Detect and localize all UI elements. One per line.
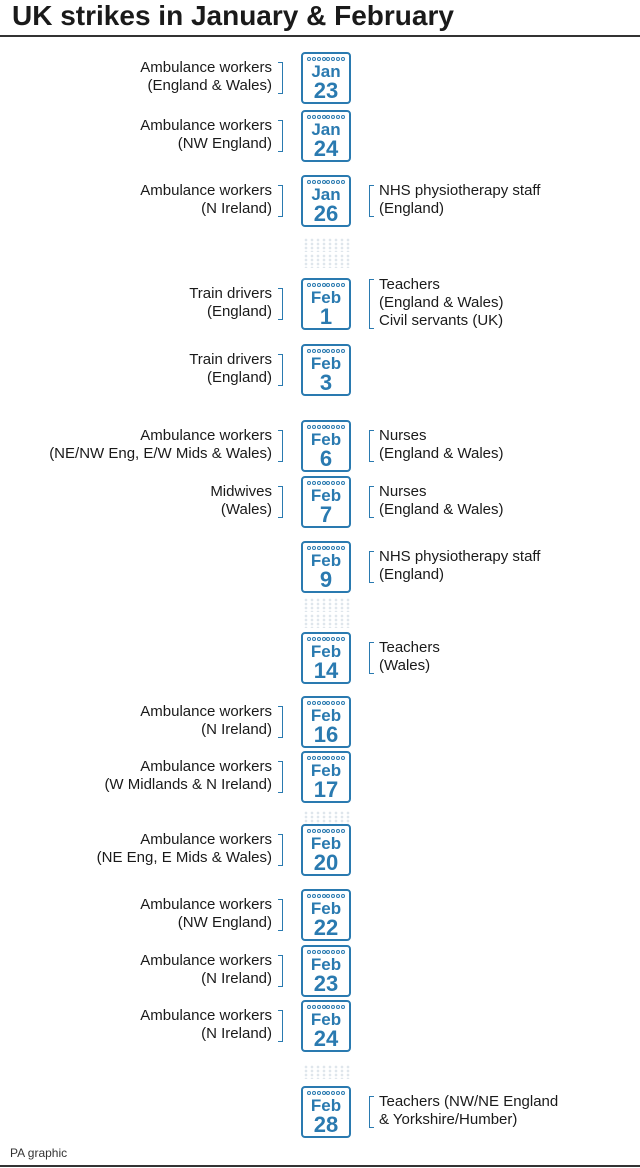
calendar-icon	[301, 420, 351, 472]
label-bracket	[369, 551, 374, 583]
calendar-icon	[301, 476, 351, 528]
label-bracket	[369, 279, 374, 329]
strike-label-line: Nurses	[379, 427, 427, 444]
label-bracket	[369, 430, 374, 462]
calendar-month: Feb	[310, 642, 342, 661]
calendar-placeholder	[303, 614, 351, 628]
strike-label-line: Ambulance workers	[140, 117, 272, 134]
calendar-day: 22	[313, 915, 339, 940]
strike-label-left	[140, 703, 272, 739]
calendar-day: 24	[313, 1026, 339, 1051]
strike-label-left	[140, 59, 272, 95]
label-bracket	[278, 955, 283, 987]
strike-label-left	[97, 831, 272, 867]
strike-label-left	[210, 483, 272, 519]
calendar-month: Feb	[310, 1096, 342, 1115]
strike-label-line: (England)	[206, 369, 272, 386]
strike-label-right	[379, 639, 440, 675]
strike-label-left	[140, 117, 272, 153]
calendar-day: 23	[313, 78, 339, 103]
calendar-month: Jan	[311, 62, 341, 81]
label-bracket	[278, 761, 283, 793]
page-title: UK strikes in January & February	[12, 0, 454, 31]
calendar-month: Feb	[310, 486, 342, 505]
calendar-icon	[301, 632, 351, 684]
strike-label-line: (England)	[379, 566, 445, 583]
strike-label-line: Teachers (NW/NE England	[379, 1093, 559, 1110]
calendar-placeholder	[303, 598, 351, 612]
strike-label-right	[379, 276, 504, 330]
strike-label-left	[104, 758, 272, 794]
strike-label-line: Ambulance workers	[140, 952, 272, 969]
calendar-month: Feb	[310, 430, 342, 449]
label-bracket	[278, 430, 283, 462]
strike-label-line: (NE/NW Eng, E/W Mids & Wales)	[49, 445, 272, 462]
label-bracket	[278, 120, 283, 152]
calendar-icon	[301, 541, 351, 593]
calendar-month: Feb	[310, 899, 342, 918]
calendar-day: 7	[319, 502, 333, 527]
strike-label-line: Ambulance workers	[140, 703, 272, 720]
credit-text: PA graphic	[10, 1146, 68, 1160]
calendar-day: 20	[313, 850, 339, 875]
calendar-day: 17	[313, 777, 339, 802]
calendar-month: Jan	[311, 120, 341, 139]
calendar-month: Feb	[310, 288, 342, 307]
label-bracket	[278, 354, 283, 386]
strike-label-line: Train drivers	[189, 351, 272, 368]
strike-label-line: (NE Eng, E Mids & Wales)	[96, 849, 272, 866]
strike-label-right	[379, 427, 504, 463]
label-bracket	[369, 642, 374, 674]
label-bracket	[278, 834, 283, 866]
strike-label-line: (England)	[379, 200, 445, 217]
strike-label-left	[140, 182, 272, 218]
calendar-month: Feb	[310, 1010, 342, 1029]
label-bracket	[369, 1096, 374, 1128]
calendar-icon	[301, 889, 351, 941]
calendar-day: 3	[319, 370, 333, 395]
strike-label-left	[140, 896, 272, 932]
strike-label-line: (N Ireland)	[201, 970, 272, 987]
strike-label-right	[379, 483, 504, 519]
label-bracket	[278, 185, 283, 217]
calendar-icon	[301, 1000, 351, 1052]
strike-label-line: (N Ireland)	[201, 200, 272, 217]
strike-label-line: Teachers	[379, 639, 440, 656]
calendar-month: Feb	[310, 354, 342, 373]
calendar-day: 9	[319, 567, 333, 592]
strike-label-line: (England & Wales)	[379, 445, 504, 462]
calendar-month: Jan	[311, 185, 341, 204]
strike-label-line: (England & Wales)	[379, 501, 504, 518]
strike-label-line: (England & Wales)	[379, 294, 504, 311]
calendar-day: 6	[319, 446, 333, 471]
strike-label-line: Ambulance workers	[140, 427, 272, 444]
calendar-placeholder	[303, 254, 351, 268]
calendar-month: Feb	[310, 834, 342, 853]
strike-label-left	[140, 1007, 272, 1043]
strike-label-line: (Wales)	[220, 501, 272, 518]
calendar-month: Feb	[310, 761, 342, 780]
strike-label-line: Train drivers	[189, 285, 272, 302]
label-bracket	[369, 185, 374, 217]
strike-label-line: NHS physiotherapy staff	[379, 182, 541, 199]
label-bracket	[278, 62, 283, 94]
calendar-icon	[301, 1086, 351, 1138]
calendar-day: 14	[313, 658, 339, 683]
footer-rule	[0, 1165, 640, 1167]
calendar-icon	[301, 824, 351, 876]
strike-label-left	[189, 285, 272, 321]
label-bracket	[278, 1010, 283, 1042]
strike-label-line: Ambulance workers	[140, 182, 272, 199]
strike-label-line: (N Ireland)	[201, 1025, 272, 1042]
calendar-icon	[301, 945, 351, 997]
strike-label-line: Ambulance workers	[140, 59, 272, 76]
calendar-placeholder	[303, 811, 351, 825]
strike-label-line: Ambulance workers	[140, 758, 272, 775]
strike-label-line: (Wales)	[379, 657, 431, 674]
strike-label-left	[189, 351, 272, 387]
label-bracket	[278, 706, 283, 738]
strike-label-right	[379, 1093, 558, 1129]
calendar-placeholder	[303, 238, 351, 252]
calendar-day: 26	[313, 201, 339, 226]
calendar-day: 23	[313, 971, 339, 996]
strike-label-line: Midwives	[210, 483, 272, 500]
strike-label-line: (England & Wales)	[147, 77, 272, 94]
strike-label-line: Ambulance workers	[140, 896, 272, 913]
strike-label-line: (England)	[206, 303, 272, 320]
strike-label-line: Ambulance workers	[140, 1007, 272, 1024]
strike-label-line: Nurses	[379, 483, 427, 500]
calendar-day: 16	[313, 722, 339, 747]
strike-label-line: (W Midlands & N Ireland)	[104, 776, 272, 793]
strike-label-right	[379, 548, 540, 584]
label-bracket	[278, 486, 283, 518]
calendar-icon	[301, 110, 351, 162]
strike-label-line: (NW England)	[177, 135, 272, 152]
calendar-placeholder	[303, 1065, 351, 1079]
strike-label-left	[140, 952, 272, 988]
strike-label-line: (NW England)	[177, 914, 272, 931]
calendar-icon	[301, 175, 351, 227]
calendar-month: Feb	[310, 955, 342, 974]
label-bracket	[278, 899, 283, 931]
calendar-icon	[301, 344, 351, 396]
strike-label-line: Civil servants (UK)	[379, 312, 504, 329]
calendar-icon	[301, 696, 351, 748]
calendar-icon	[301, 751, 351, 803]
calendar-day: 1	[319, 304, 333, 329]
calendar-month: Feb	[310, 706, 342, 725]
strike-label-line: & Yorkshire/Humber)	[379, 1111, 518, 1128]
label-bracket	[369, 486, 374, 518]
strike-label-line: NHS physiotherapy staff	[379, 548, 541, 565]
strike-label-line: Ambulance workers	[140, 831, 272, 848]
strike-label-left	[49, 427, 272, 463]
calendar-month: Feb	[310, 551, 342, 570]
calendar-day: 24	[313, 136, 339, 161]
calendar-icon	[301, 278, 351, 330]
calendar-day: 28	[313, 1112, 339, 1137]
strike-label-right	[379, 182, 540, 218]
calendar-icon	[301, 52, 351, 104]
strike-label-line: Teachers	[379, 276, 440, 293]
strike-label-line: (N Ireland)	[201, 721, 272, 738]
label-bracket	[278, 288, 283, 320]
